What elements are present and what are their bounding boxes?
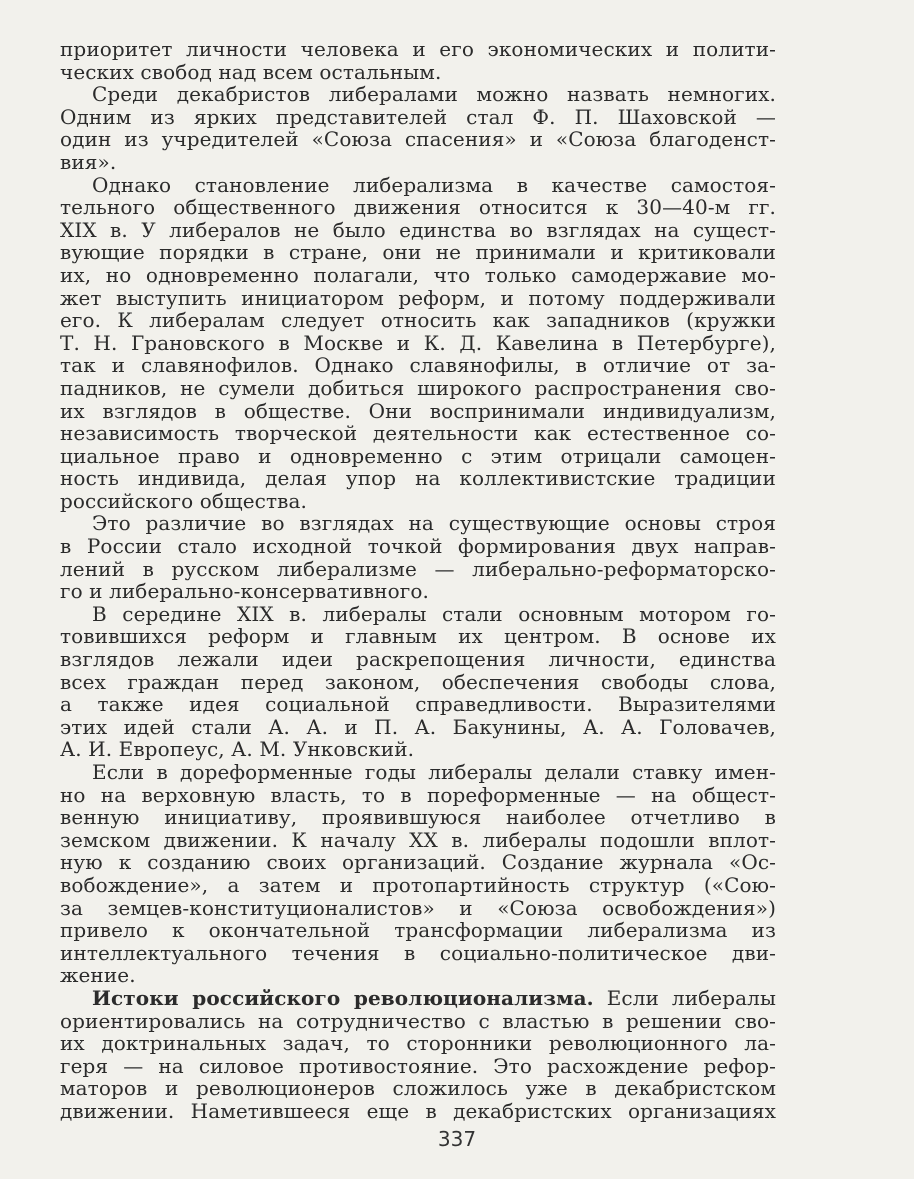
text-line: Среди декабристов либералами можно назвать немногих. xyxy=(92,82,776,107)
text-line: Это различие во взглядах на существующие основы строя xyxy=(92,511,776,536)
text-line: вия». xyxy=(60,149,117,174)
text-line: приоритет личности человека и его экономических и полити- xyxy=(60,37,776,61)
text-line: взглядов лежали идеи раскрепощения личности, единства xyxy=(60,647,776,672)
text-line: так и славянофилов. Однако славянофилы, в отличие от за- xyxy=(60,353,776,378)
section-heading: Истоки российского революционализма. xyxy=(92,985,594,1010)
text-line: падников, не сумели добиться широкого распространения сво- xyxy=(60,375,776,400)
text-line: интеллектуального течения в социально-политическое дви- xyxy=(60,940,776,965)
text-line: Если в дореформенные годы либералы делали ставку имен- xyxy=(92,760,776,784)
text-line: один из учредителей «Союза спасения» и «Союза благоденст- xyxy=(60,127,776,152)
text-line: их, но одновременно полагали, что только самодержавие мо- xyxy=(60,262,776,287)
paragraph xyxy=(60,38,776,83)
text-line: этих идей стали А. А. и П. А. Бакунины, А. А. Головачев, xyxy=(60,714,776,739)
text-line: ориентировались на сотрудничество с властью в решении сво- xyxy=(60,1008,776,1033)
text-line: вобождение», а затем и протопартийность структур («Сою- xyxy=(60,872,776,897)
page-body xyxy=(60,38,776,1123)
text-line: вующие порядки в стране, они не принимали и критиковали xyxy=(60,240,776,265)
text-line: за земцев-конституционалистов» и «Союза освобождения») xyxy=(60,895,776,920)
paragraph xyxy=(60,761,776,987)
text-line: ную к созданию своих организаций. Создание журнала «Ос- xyxy=(60,850,776,875)
text-line: А. И. Европеус, А. М. Унковский. xyxy=(60,737,415,762)
text-line: венную инициативу, проявившуюся наиболее отчетливо в xyxy=(60,805,776,830)
text-line: тельного общественного движения относится к 30—40-м гг. xyxy=(60,195,776,220)
text-line: го и либерально-консервативного. xyxy=(60,579,429,604)
text-line: независимость творческой деятельности как естественное со- xyxy=(60,421,776,446)
text-line: привело к окончательной трансформации либерализма из xyxy=(60,918,776,943)
paragraph xyxy=(60,987,776,1123)
paragraph xyxy=(60,603,776,761)
text-line: движении. Наметившееся еще в декабристских организациях xyxy=(60,1098,776,1123)
text-line: Однако становление либерализма в качестве самостоя- xyxy=(92,172,776,197)
text-line: всех граждан перед законом, обеспечения свободы слова, xyxy=(60,669,776,694)
text-line: в России стало исходной точкой формирования двух направ- xyxy=(60,534,776,559)
text-line: геря — на силовое противостояние. Это расхождение рефор- xyxy=(60,1053,776,1078)
text-line: товившихся реформ и главным их центром. В основе их xyxy=(60,624,776,649)
paragraph xyxy=(60,512,776,602)
text-line: жет выступить инициатором реформ, и потому поддерживали xyxy=(60,285,776,310)
paragraph xyxy=(60,174,776,513)
text-line: их взглядов в обществе. Они воспринимали индивидуализм, xyxy=(60,398,776,423)
text-line: ческих свобод над всем остальным. xyxy=(60,59,442,84)
text-line: Одним из ярких представителей стал Ф. П. Шаховской — xyxy=(60,104,776,129)
text-line: их доктринальных задач, то сторонники революционного ла- xyxy=(60,1031,776,1056)
text-line: циальное право и одновременно с этим отрицали самоцен- xyxy=(60,443,776,468)
text-line: Т. Н. Грановского в Москве и К. Д. Кавелина в Петербурге), xyxy=(60,330,776,355)
text-line: маторов и революционеров сложилось уже в декабристском xyxy=(60,1076,776,1101)
page-number: 337 xyxy=(437,1127,477,1151)
text-line: а также идея социальной справедливости. Выразителями xyxy=(60,692,776,717)
text-line: земском движении. К началу XX в. либералы подошли вплот- xyxy=(60,827,776,852)
text-line: В середине XIX в. либералы стали основным мотором го- xyxy=(92,601,776,626)
text-line: но на верховную власть, то в пореформенные — на общест- xyxy=(60,782,776,807)
text-line: лений в русском либерализме — либерально-реформаторско- xyxy=(60,556,776,581)
text-line: его. К либералам следует относить как западников (кружки xyxy=(60,308,776,333)
text-line: ность индивида, делая упор на коллективистские традиции xyxy=(60,466,776,491)
text-line: российского общества. xyxy=(60,488,307,513)
text-run: Если либералы xyxy=(593,985,776,1010)
text-line: XIX в. У либералов не было единства во взглядах на сущест- xyxy=(60,217,776,242)
text-line: жение. xyxy=(60,963,136,988)
text-line xyxy=(60,987,776,1010)
paragraph xyxy=(60,83,776,173)
